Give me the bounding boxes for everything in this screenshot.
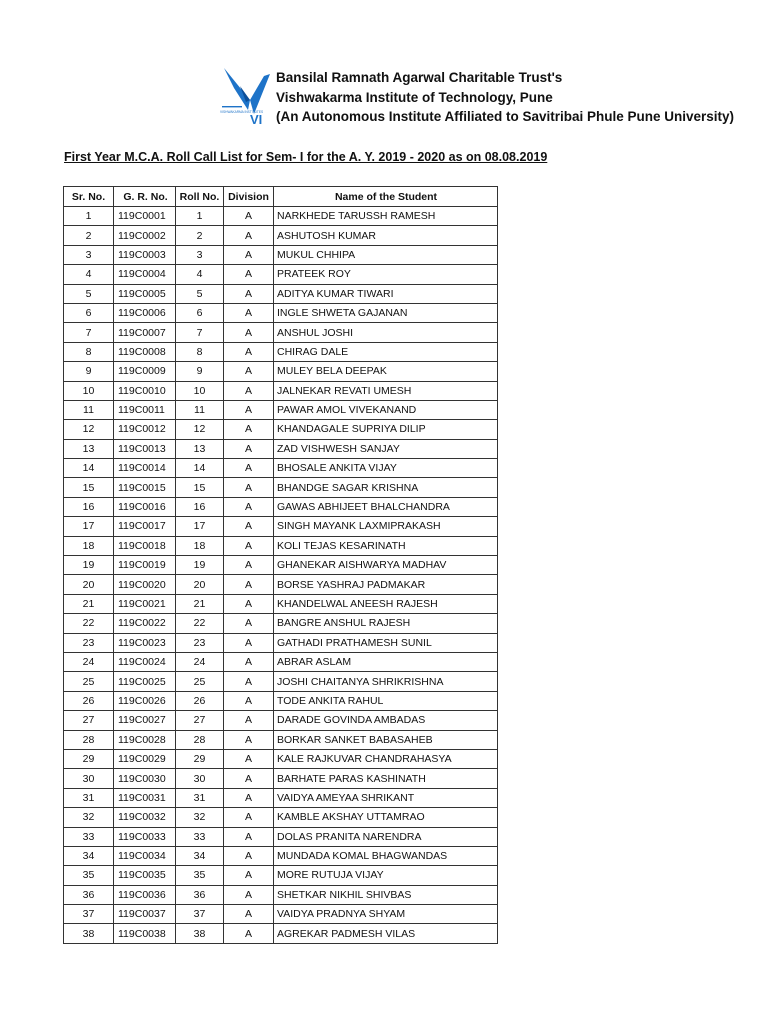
- gr-no-cell: 119C0033: [114, 827, 176, 846]
- gr-no-cell: 119C0027: [114, 711, 176, 730]
- student-name-cell: PRATEEK ROY: [274, 265, 498, 284]
- roll-call-title: First Year M.C.A. Roll Call List for Sem- I for the A. Y. 2019 - 2020 as on 08.08.2019: [64, 150, 548, 164]
- table-row: [64, 749, 498, 768]
- student-name-cell: ZAD VISHWESH SANJAY: [274, 439, 498, 458]
- roll-no-cell: 7: [176, 323, 224, 342]
- division-cell: A: [224, 711, 274, 730]
- sr-no-cell: 31: [64, 788, 114, 807]
- sr-no-cell: 38: [64, 924, 114, 943]
- gr-no-cell: 119C0007: [114, 323, 176, 342]
- roll-no-cell: 31: [176, 788, 224, 807]
- division-cell: A: [224, 420, 274, 439]
- sr-no-cell: 14: [64, 459, 114, 478]
- table-row: [64, 400, 498, 419]
- table-row: [64, 342, 498, 361]
- table-row: [64, 517, 498, 536]
- gr-no-cell: 119C0012: [114, 420, 176, 439]
- sr-no-cell: 18: [64, 536, 114, 555]
- sr-no-cell: 36: [64, 885, 114, 904]
- roll-no-cell: 2: [176, 226, 224, 245]
- roll-no-cell: 6: [176, 303, 224, 322]
- roll-no-cell: 8: [176, 342, 224, 361]
- gr-no-cell: 119C0038: [114, 924, 176, 943]
- table-row: [64, 672, 498, 691]
- student-name-cell: ANSHUL JOSHI: [274, 323, 498, 342]
- division-cell: A: [224, 866, 274, 885]
- table-row: [64, 846, 498, 865]
- roll-no-cell: 18: [176, 536, 224, 555]
- table-row: [64, 730, 498, 749]
- roll-no-cell: 28: [176, 730, 224, 749]
- student-name-cell: BHOSALE ANKITA VIJAY: [274, 459, 498, 478]
- roll-no-cell: 10: [176, 381, 224, 400]
- roll-no-cell: 35: [176, 866, 224, 885]
- sr-no-cell: 24: [64, 652, 114, 671]
- student-name-cell: DOLAS PRANITA NARENDRA: [274, 827, 498, 846]
- sr-no-cell: 19: [64, 556, 114, 575]
- division-cell: A: [224, 536, 274, 555]
- division-cell: A: [224, 924, 274, 943]
- student-name-cell: TODE ANKITA RAHUL: [274, 691, 498, 710]
- table-body: [64, 207, 498, 944]
- table-row: [64, 381, 498, 400]
- sr-no-cell: 34: [64, 846, 114, 865]
- table-row: [64, 885, 498, 904]
- roll-no-cell: 9: [176, 362, 224, 381]
- table-row: [64, 439, 498, 458]
- table-row: [64, 459, 498, 478]
- roll-no-cell: 15: [176, 478, 224, 497]
- gr-no-cell: 119C0026: [114, 691, 176, 710]
- roll-no-cell: 5: [176, 284, 224, 303]
- student-name-cell: JALNEKAR REVATI UMESH: [274, 381, 498, 400]
- roll-no-cell: 22: [176, 614, 224, 633]
- roll-no-cell: 36: [176, 885, 224, 904]
- gr-no-cell: 119C0024: [114, 652, 176, 671]
- division-cell: A: [224, 730, 274, 749]
- sr-no-cell: 4: [64, 265, 114, 284]
- roll-no-cell: 17: [176, 517, 224, 536]
- division-cell: A: [224, 614, 274, 633]
- table-row: [64, 420, 498, 439]
- student-name-cell: AGREKAR PADMESH VILAS: [274, 924, 498, 943]
- table-row: [64, 808, 498, 827]
- student-name-cell: ABRAR ASLAM: [274, 652, 498, 671]
- sr-no-cell: 32: [64, 808, 114, 827]
- roll-no-cell: 11: [176, 400, 224, 419]
- sr-no-cell: 17: [64, 517, 114, 536]
- student-name-cell: KOLI TEJAS KESARINATH: [274, 536, 498, 555]
- division-cell: A: [224, 905, 274, 924]
- gr-no-cell: 119C0010: [114, 381, 176, 400]
- table-row: [64, 323, 498, 342]
- gr-no-cell: 119C0013: [114, 439, 176, 458]
- roll-no-cell: 37: [176, 905, 224, 924]
- sr-no-cell: 23: [64, 633, 114, 652]
- gr-no-cell: 119C0031: [114, 788, 176, 807]
- roll-no-cell: 24: [176, 652, 224, 671]
- logo-text: VI: [250, 112, 263, 127]
- gr-no-cell: 119C0028: [114, 730, 176, 749]
- sr-no-cell: 6: [64, 303, 114, 322]
- roll-no-cell: 21: [176, 594, 224, 613]
- student-name-cell: KHANDAGALE SUPRIYA DILIP: [274, 420, 498, 439]
- table-row: [64, 827, 498, 846]
- gr-no-cell: 119C0030: [114, 769, 176, 788]
- table-row: [64, 905, 498, 924]
- student-name-cell: NARKHEDE TARUSSH RAMESH: [274, 207, 498, 226]
- affiliation-line: (An Autonomous Institute Affiliated to Savitribai Phule Pune University): [276, 109, 735, 124]
- table-row: [64, 866, 498, 885]
- roll-no-cell: 23: [176, 633, 224, 652]
- division-cell: A: [224, 788, 274, 807]
- student-name-cell: GATHADI PRATHAMESH SUNIL: [274, 633, 498, 652]
- table-row: [64, 362, 498, 381]
- table-row: [64, 303, 498, 322]
- division-cell: A: [224, 226, 274, 245]
- student-name-cell: MUNDADA KOMAL BHAGWANDAS: [274, 846, 498, 865]
- student-name-cell: BANGRE ANSHUL RAJESH: [274, 614, 498, 633]
- division-cell: A: [224, 749, 274, 768]
- gr-no-cell: 119C0021: [114, 594, 176, 613]
- sr-no-cell: 20: [64, 575, 114, 594]
- gr-no-cell: 119C0003: [114, 245, 176, 264]
- gr-no-cell: 119C0035: [114, 866, 176, 885]
- sr-no-cell: 1: [64, 207, 114, 226]
- roll-no-cell: 20: [176, 575, 224, 594]
- gr-no-cell: 119C0014: [114, 459, 176, 478]
- division-cell: A: [224, 517, 274, 536]
- student-name-cell: BHANDGE SAGAR KRISHNA: [274, 478, 498, 497]
- roll-no-cell: 33: [176, 827, 224, 846]
- gr-no-cell: 119C0020: [114, 575, 176, 594]
- gr-no-cell: 119C0008: [114, 342, 176, 361]
- table-row: [64, 691, 498, 710]
- division-cell: A: [224, 284, 274, 303]
- student-name-cell: BORSE YASHRAJ PADMAKAR: [274, 575, 498, 594]
- sr-no-cell: 3: [64, 245, 114, 264]
- institute-header: [276, 68, 734, 127]
- gr-no-cell: 119C0002: [114, 226, 176, 245]
- roll-no-cell: 1: [176, 207, 224, 226]
- division-cell: A: [224, 478, 274, 497]
- gr-no-cell: 119C0029: [114, 749, 176, 768]
- roll-no-cell: 4: [176, 265, 224, 284]
- sr-no-cell: 8: [64, 342, 114, 361]
- student-name-cell: SINGH MAYANK LAXMIPRAKASH: [274, 517, 498, 536]
- student-name-cell: INGLE SHWETA GAJANAN: [274, 303, 498, 322]
- division-cell: A: [224, 594, 274, 613]
- sr-no-cell: 10: [64, 381, 114, 400]
- roll-no-cell: 32: [176, 808, 224, 827]
- roll-no-cell: 26: [176, 691, 224, 710]
- sr-no-cell: 7: [64, 323, 114, 342]
- gr-no-cell: 119C0032: [114, 808, 176, 827]
- table-row: [64, 711, 498, 730]
- student-name-cell: KHANDELWAL ANEESH RAJESH: [274, 594, 498, 613]
- division-cell: A: [224, 207, 274, 226]
- header-division: Division: [224, 187, 274, 207]
- roll-no-cell: 30: [176, 769, 224, 788]
- gr-no-cell: 119C0037: [114, 905, 176, 924]
- division-cell: A: [224, 400, 274, 419]
- sr-no-cell: 21: [64, 594, 114, 613]
- division-cell: A: [224, 827, 274, 846]
- table-row: [64, 633, 498, 652]
- roll-no-cell: 27: [176, 711, 224, 730]
- division-cell: A: [224, 575, 274, 594]
- gr-no-cell: 119C0018: [114, 536, 176, 555]
- student-name-cell: GAWAS ABHIJEET BHALCHANDRA: [274, 497, 498, 516]
- gr-no-cell: 119C0025: [114, 672, 176, 691]
- sr-no-cell: 30: [64, 769, 114, 788]
- table-row: [64, 924, 498, 943]
- gr-no-cell: 119C0005: [114, 284, 176, 303]
- table-row: [64, 556, 498, 575]
- header-gr-no: G. R. No.: [114, 187, 176, 207]
- sr-no-cell: 33: [64, 827, 114, 846]
- gr-no-cell: 119C0017: [114, 517, 176, 536]
- gr-no-cell: 119C0004: [114, 265, 176, 284]
- gr-no-cell: 119C0001: [114, 207, 176, 226]
- student-name-cell: MUKUL CHHIPA: [274, 245, 498, 264]
- gr-no-cell: 119C0006: [114, 303, 176, 322]
- student-name-cell: KALE RAJKUVAR CHANDRAHASYA: [274, 749, 498, 768]
- roll-no-cell: 3: [176, 245, 224, 264]
- table-row: [64, 614, 498, 633]
- division-cell: A: [224, 633, 274, 652]
- student-name-cell: SHETKAR NIKHIL SHIVBAS: [274, 885, 498, 904]
- sr-no-cell: 26: [64, 691, 114, 710]
- institute-logo: [220, 66, 272, 128]
- division-cell: A: [224, 769, 274, 788]
- roll-call-table: [63, 186, 498, 944]
- table-row: [64, 575, 498, 594]
- gr-no-cell: 119C0019: [114, 556, 176, 575]
- student-name-cell: KAMBLE AKSHAY UTTAMRAO: [274, 808, 498, 827]
- sr-no-cell: 13: [64, 439, 114, 458]
- division-cell: A: [224, 556, 274, 575]
- sr-no-cell: 22: [64, 614, 114, 633]
- gr-no-cell: 119C0023: [114, 633, 176, 652]
- division-cell: A: [224, 459, 274, 478]
- logo-graphic: [220, 66, 272, 128]
- sr-no-cell: 12: [64, 420, 114, 439]
- table-header-row: [64, 187, 498, 207]
- table-row: [64, 652, 498, 671]
- gr-no-cell: 119C0022: [114, 614, 176, 633]
- roll-no-cell: 34: [176, 846, 224, 865]
- sr-no-cell: 5: [64, 284, 114, 303]
- sr-no-cell: 11: [64, 400, 114, 419]
- logo-caption: VISHWAKARMA INSTITUTES: [220, 110, 264, 114]
- sr-no-cell: 28: [64, 730, 114, 749]
- sr-no-cell: 27: [64, 711, 114, 730]
- student-name-cell: VAIDYA AMEYAA SHRIKANT: [274, 788, 498, 807]
- table-row: [64, 245, 498, 264]
- table-row: [64, 788, 498, 807]
- table-row: [64, 284, 498, 303]
- gr-no-cell: 119C0015: [114, 478, 176, 497]
- division-cell: A: [224, 439, 274, 458]
- student-name-cell: JOSHI CHAITANYA SHRIKRISHNA: [274, 672, 498, 691]
- division-cell: A: [224, 303, 274, 322]
- table-row: [64, 497, 498, 516]
- division-cell: A: [224, 362, 274, 381]
- division-cell: A: [224, 846, 274, 865]
- table-row: [64, 265, 498, 284]
- header-sr-no: Sr. No.: [64, 187, 114, 207]
- gr-no-cell: 119C0036: [114, 885, 176, 904]
- division-cell: A: [224, 885, 274, 904]
- sr-no-cell: 35: [64, 866, 114, 885]
- sr-no-cell: 29: [64, 749, 114, 768]
- roll-no-cell: 12: [176, 420, 224, 439]
- roll-no-cell: 38: [176, 924, 224, 943]
- roll-no-cell: 14: [176, 459, 224, 478]
- division-cell: A: [224, 652, 274, 671]
- division-cell: A: [224, 323, 274, 342]
- table-row: [64, 769, 498, 788]
- gr-no-cell: 119C0016: [114, 497, 176, 516]
- roll-no-cell: 16: [176, 497, 224, 516]
- header-student-name: Name of the Student: [274, 187, 498, 207]
- sr-no-cell: 2: [64, 226, 114, 245]
- roll-no-cell: 13: [176, 439, 224, 458]
- student-name-cell: BARHATE PARAS KASHINATH: [274, 769, 498, 788]
- student-name-cell: VAIDYA PRADNYA SHYAM: [274, 905, 498, 924]
- student-name-cell: PAWAR AMOL VIVEKANAND: [274, 400, 498, 419]
- sr-no-cell: 16: [64, 497, 114, 516]
- division-cell: A: [224, 808, 274, 827]
- division-cell: A: [224, 245, 274, 264]
- gr-no-cell: 119C0011: [114, 400, 176, 419]
- roll-no-cell: 19: [176, 556, 224, 575]
- table-row: [64, 478, 498, 497]
- roll-no-cell: 25: [176, 672, 224, 691]
- division-cell: A: [224, 672, 274, 691]
- table-row: [64, 536, 498, 555]
- student-name-cell: BORKAR SANKET BABASAHEB: [274, 730, 498, 749]
- institute-name: Vishwakarma Institute of Technology, Pune: [276, 89, 553, 105]
- trust-name: Bansilal Ramnath Agarwal Charitable Trust's: [276, 70, 563, 85]
- table-row: [64, 594, 498, 613]
- gr-no-cell: 119C0034: [114, 846, 176, 865]
- student-name-cell: MORE RUTUJA VIJAY: [274, 866, 498, 885]
- division-cell: A: [224, 342, 274, 361]
- student-name-cell: ASHUTOSH KUMAR: [274, 226, 498, 245]
- gr-no-cell: 119C0009: [114, 362, 176, 381]
- student-name-cell: MULEY BELA DEEPAK: [274, 362, 498, 381]
- header-roll-no: Roll No.: [176, 187, 224, 207]
- roll-no-cell: 29: [176, 749, 224, 768]
- student-name-cell: ADITYA KUMAR TIWARI: [274, 284, 498, 303]
- division-cell: A: [224, 381, 274, 400]
- sr-no-cell: 15: [64, 478, 114, 497]
- table-row: [64, 207, 498, 226]
- sr-no-cell: 37: [64, 905, 114, 924]
- division-cell: A: [224, 265, 274, 284]
- table-row: [64, 226, 498, 245]
- student-name-cell: GHANEKAR AISHWARYA MADHAV: [274, 556, 498, 575]
- division-cell: A: [224, 497, 274, 516]
- sr-no-cell: 9: [64, 362, 114, 381]
- student-name-cell: CHIRAG DALE: [274, 342, 498, 361]
- sr-no-cell: 25: [64, 672, 114, 691]
- student-name-cell: DARADE GOVINDA AMBADAS: [274, 711, 498, 730]
- division-cell: A: [224, 691, 274, 710]
